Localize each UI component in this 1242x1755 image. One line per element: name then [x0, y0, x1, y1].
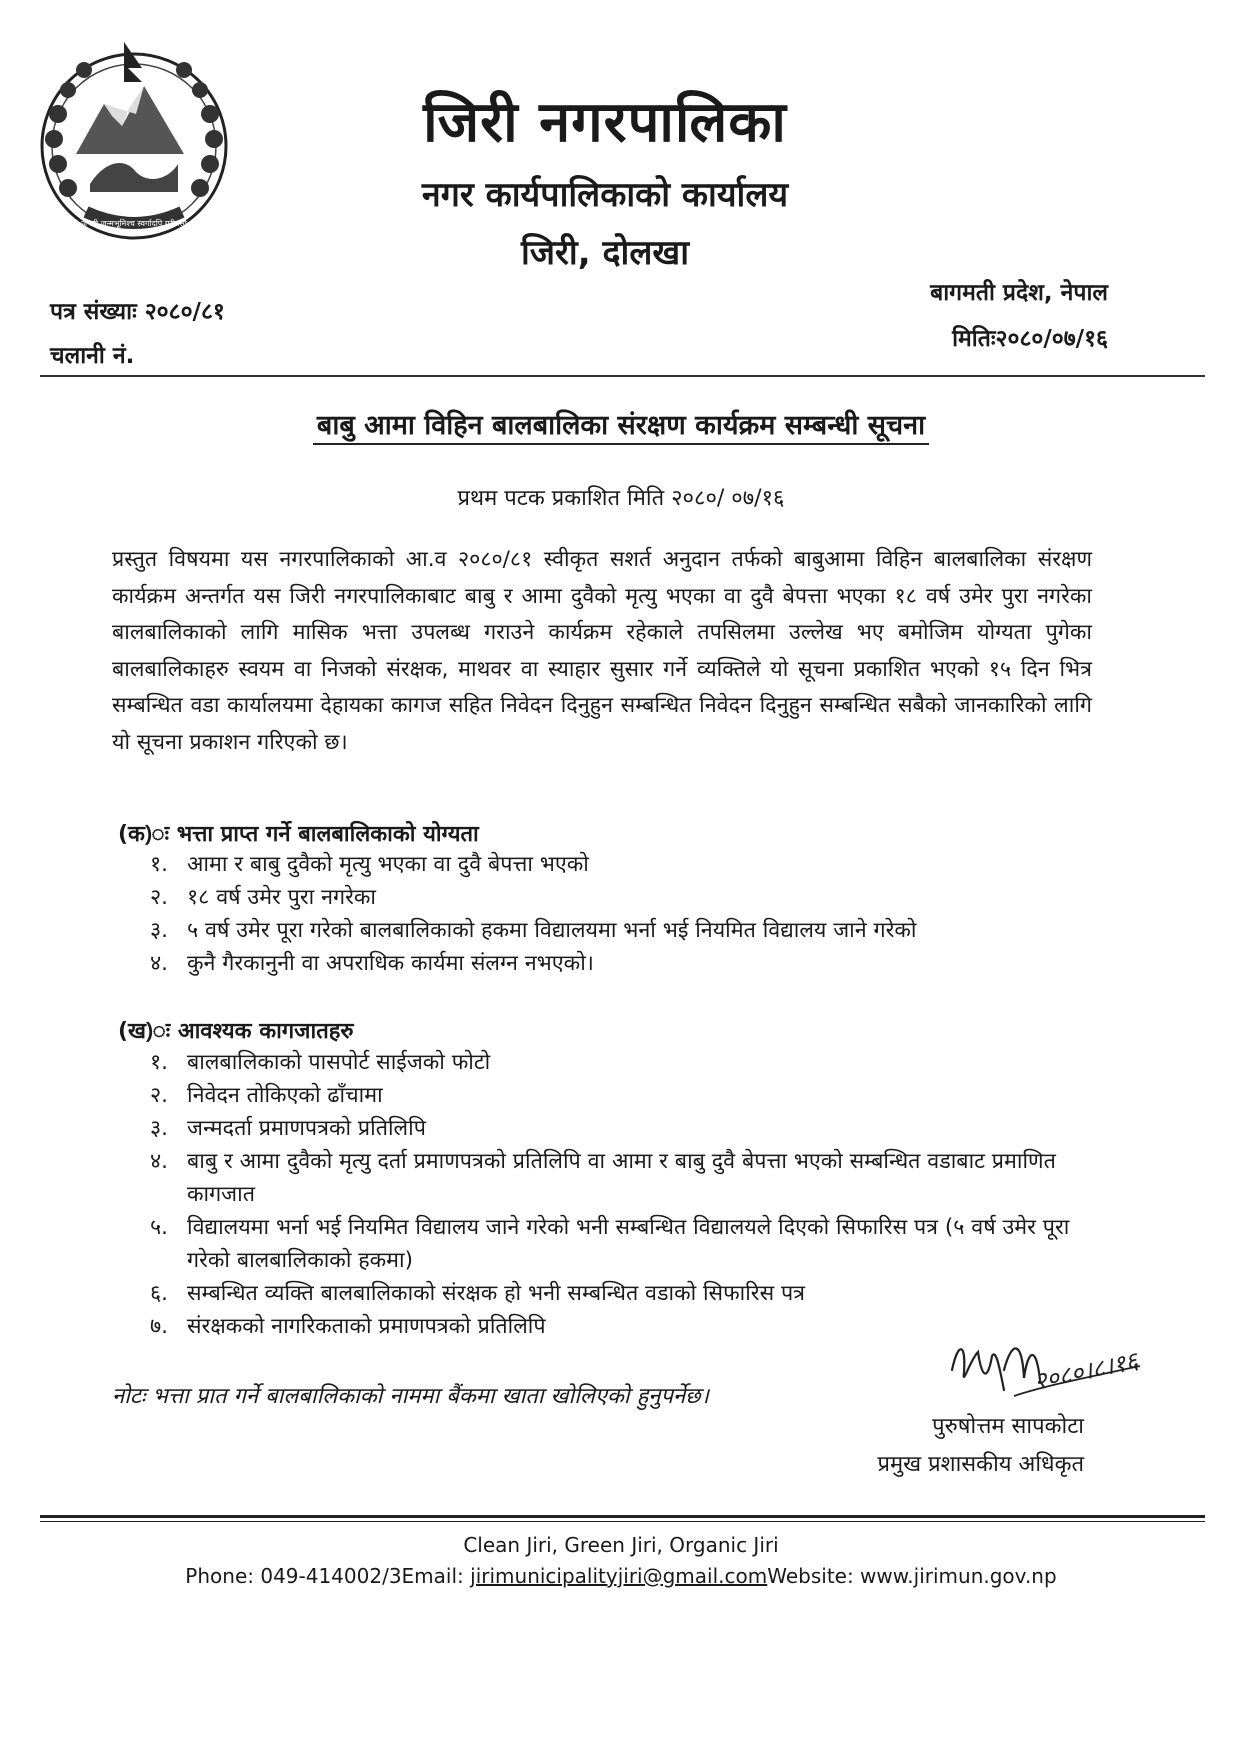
list-item: ३. ५ वर्ष उमेर पूरा गरेको बालबालिकाको हकमा विद्यालयमा भर्ना भई नियमित विद्यालय जाने गरेको	[150, 918, 917, 943]
list-item: ४. कुनै गैरकानुनी वा अपराधिक कार्यमा संलग्न नभएको।	[150, 951, 594, 976]
list-item: १. बालबालिकाको पासपोर्ट साईजको फोटो	[150, 1050, 491, 1075]
list-item: १. आमा र बाबु दुवैको मृत्यु भएका वा दुवै बेपत्ता भएको	[150, 852, 589, 877]
published-date: प्रथम पटक प्रकाशित मिति २०८०/ ०७/१६	[457, 486, 785, 511]
office-name: नगर कार्यपालिकाको कार्यालय	[421, 175, 789, 215]
section-kha-heading: (ख)ः आवश्यक कागजातहरु	[118, 1019, 354, 1044]
footer-phone: Phone: 049-414002/3	[185, 1564, 402, 1588]
section-ka-heading: (क)ः भत्ता प्राप्त गर्ने बालबालिकाको योग्यता	[118, 822, 479, 847]
list-item: ५. विद्यालयमा भर्ना भई नियमित विद्यालय जाने गरेको भनी सम्बन्धित विद्यालयले दिएको सिफारिस पत्र (५ वर्ष उमेर पूरा गरेको बालबालिकाको हकमा)	[150, 1215, 1070, 1273]
footer-website[interactable]: Website: www.jirimun.gov.np	[767, 1564, 1057, 1588]
province-date-block	[930, 270, 1108, 362]
dispatch-number: चलानी नं.	[50, 343, 135, 369]
list-item: ६. सम्बन्धित व्यक्ति बालबालिकाको संरक्षक हो भनी सम्बन्धित वडाको सिफारिस पत्र	[150, 1281, 806, 1306]
office-location: जिरी, दोलखा	[520, 233, 690, 273]
reference-block	[50, 290, 225, 378]
list-item: २. १८ वर्ष उमेर पुरा नगरेका	[150, 885, 376, 910]
list-item: ३. जन्मदर्ता प्रमाणपत्रको प्रतिलिपि	[150, 1116, 426, 1141]
list-item: ४. बाबु र आमा दुवैको मृत्यु दर्ता प्रमाणपत्रको प्रतिलिपि वा आमा र बाबु दुवै बेपत्ता भएको सम्बन्धित वडाबाट प्रमाणित कागजात	[150, 1149, 1056, 1207]
handwritten-signature	[944, 1330, 1154, 1415]
letter-number: पत्र संख्याः २०८०/८१	[50, 299, 225, 325]
footer-email-label: Email:	[401, 1564, 471, 1588]
nepal-government-emblem-icon	[24, 34, 244, 254]
letter-date: मितिः२०८०/०७/१६	[952, 326, 1108, 352]
organization-name: जिरी नगरपालिका	[423, 90, 787, 155]
footer-slogan: Clean Jiri, Green Jiri, Organic Jiri	[463, 1533, 779, 1557]
emblem-motto: जननी जन्मभूमिश्च स्वर्गादपि गरीयसी	[81, 219, 187, 228]
signatory-name: पुरुषोत्तम सापकोटा	[932, 1414, 1084, 1439]
documents-list	[150, 1046, 1110, 1343]
notice-subject	[0, 405, 1242, 442]
signature-date: २०८०।८।१६	[1031, 1346, 1141, 1396]
notice-paragraph: प्रस्तुत विषयमा यस नगरपालिकाको आ.व २०८०/८१ स्वीकृत सशर्त अनुदान तर्फको बाबुआमा विहिन बालबालिका संरक्षण कार्यक्रम अन्तर्गत यस जिरी नगरपालिकाबाट बाबु र आमा दुवैको मृत्यु भएका वा दुवै बेपत्ता भएका १८ वर्ष उमेर पुरा नगरेका बालबालिकाको लागि मासिक भत्ता उपलब्ध गराउने कार्यक्रम रहेकाले तपसिलमा उल्लेख भए बमोजिम योग्यता पुगेका बालबालिकाहरु स्वयम वा निजको संरक्षक, माथवर वा स्याहार सुसार गर्ने व्यक्तिले यो सूचना प्रकाशित भएको १५ दिन भित्र सम्बन्धित वडा कार्यालयमा देहायका कागज सहित निवेदन दिनुहुन सम्बन्धित निवेदन दिनुहुन सम्बन्धित सबैको जानकारिको लागि यो सूचना प्रकाशन गरिएको छ।	[112, 547, 1092, 755]
eligibility-list	[150, 848, 1110, 980]
list-item: २. निवेदन तोकिएको ढाँचामा	[150, 1083, 383, 1108]
footer-divider	[40, 1515, 1205, 1518]
signatory-title: प्रमुख प्रशासकीय अधिकृत	[877, 1452, 1084, 1477]
province: बागमती प्रदेश, नेपाल	[930, 280, 1108, 306]
header-divider	[40, 375, 1205, 377]
note: नोटः भत्ता प्रात गर्ने बालबालिकाको नाममा बैंकमा खाता खोलिएको हुनुपर्नेछ।	[112, 1384, 709, 1409]
footer-divider-thin	[40, 1521, 1205, 1522]
notice-subject-text: बाबु आमा विहिन बालबालिका संरक्षण कार्यक्रम सम्बन्धी सूचना	[313, 410, 929, 445]
list-item: ७. संरक्षकको नागरिकताको प्रमाणपत्रको प्रतिलिपि	[150, 1314, 546, 1339]
signatory-block	[877, 1408, 1084, 1484]
footer-contact	[0, 1564, 1242, 1588]
footer-email-link[interactable]: jirimunicipalityjiri@gmail.com	[470, 1564, 768, 1588]
